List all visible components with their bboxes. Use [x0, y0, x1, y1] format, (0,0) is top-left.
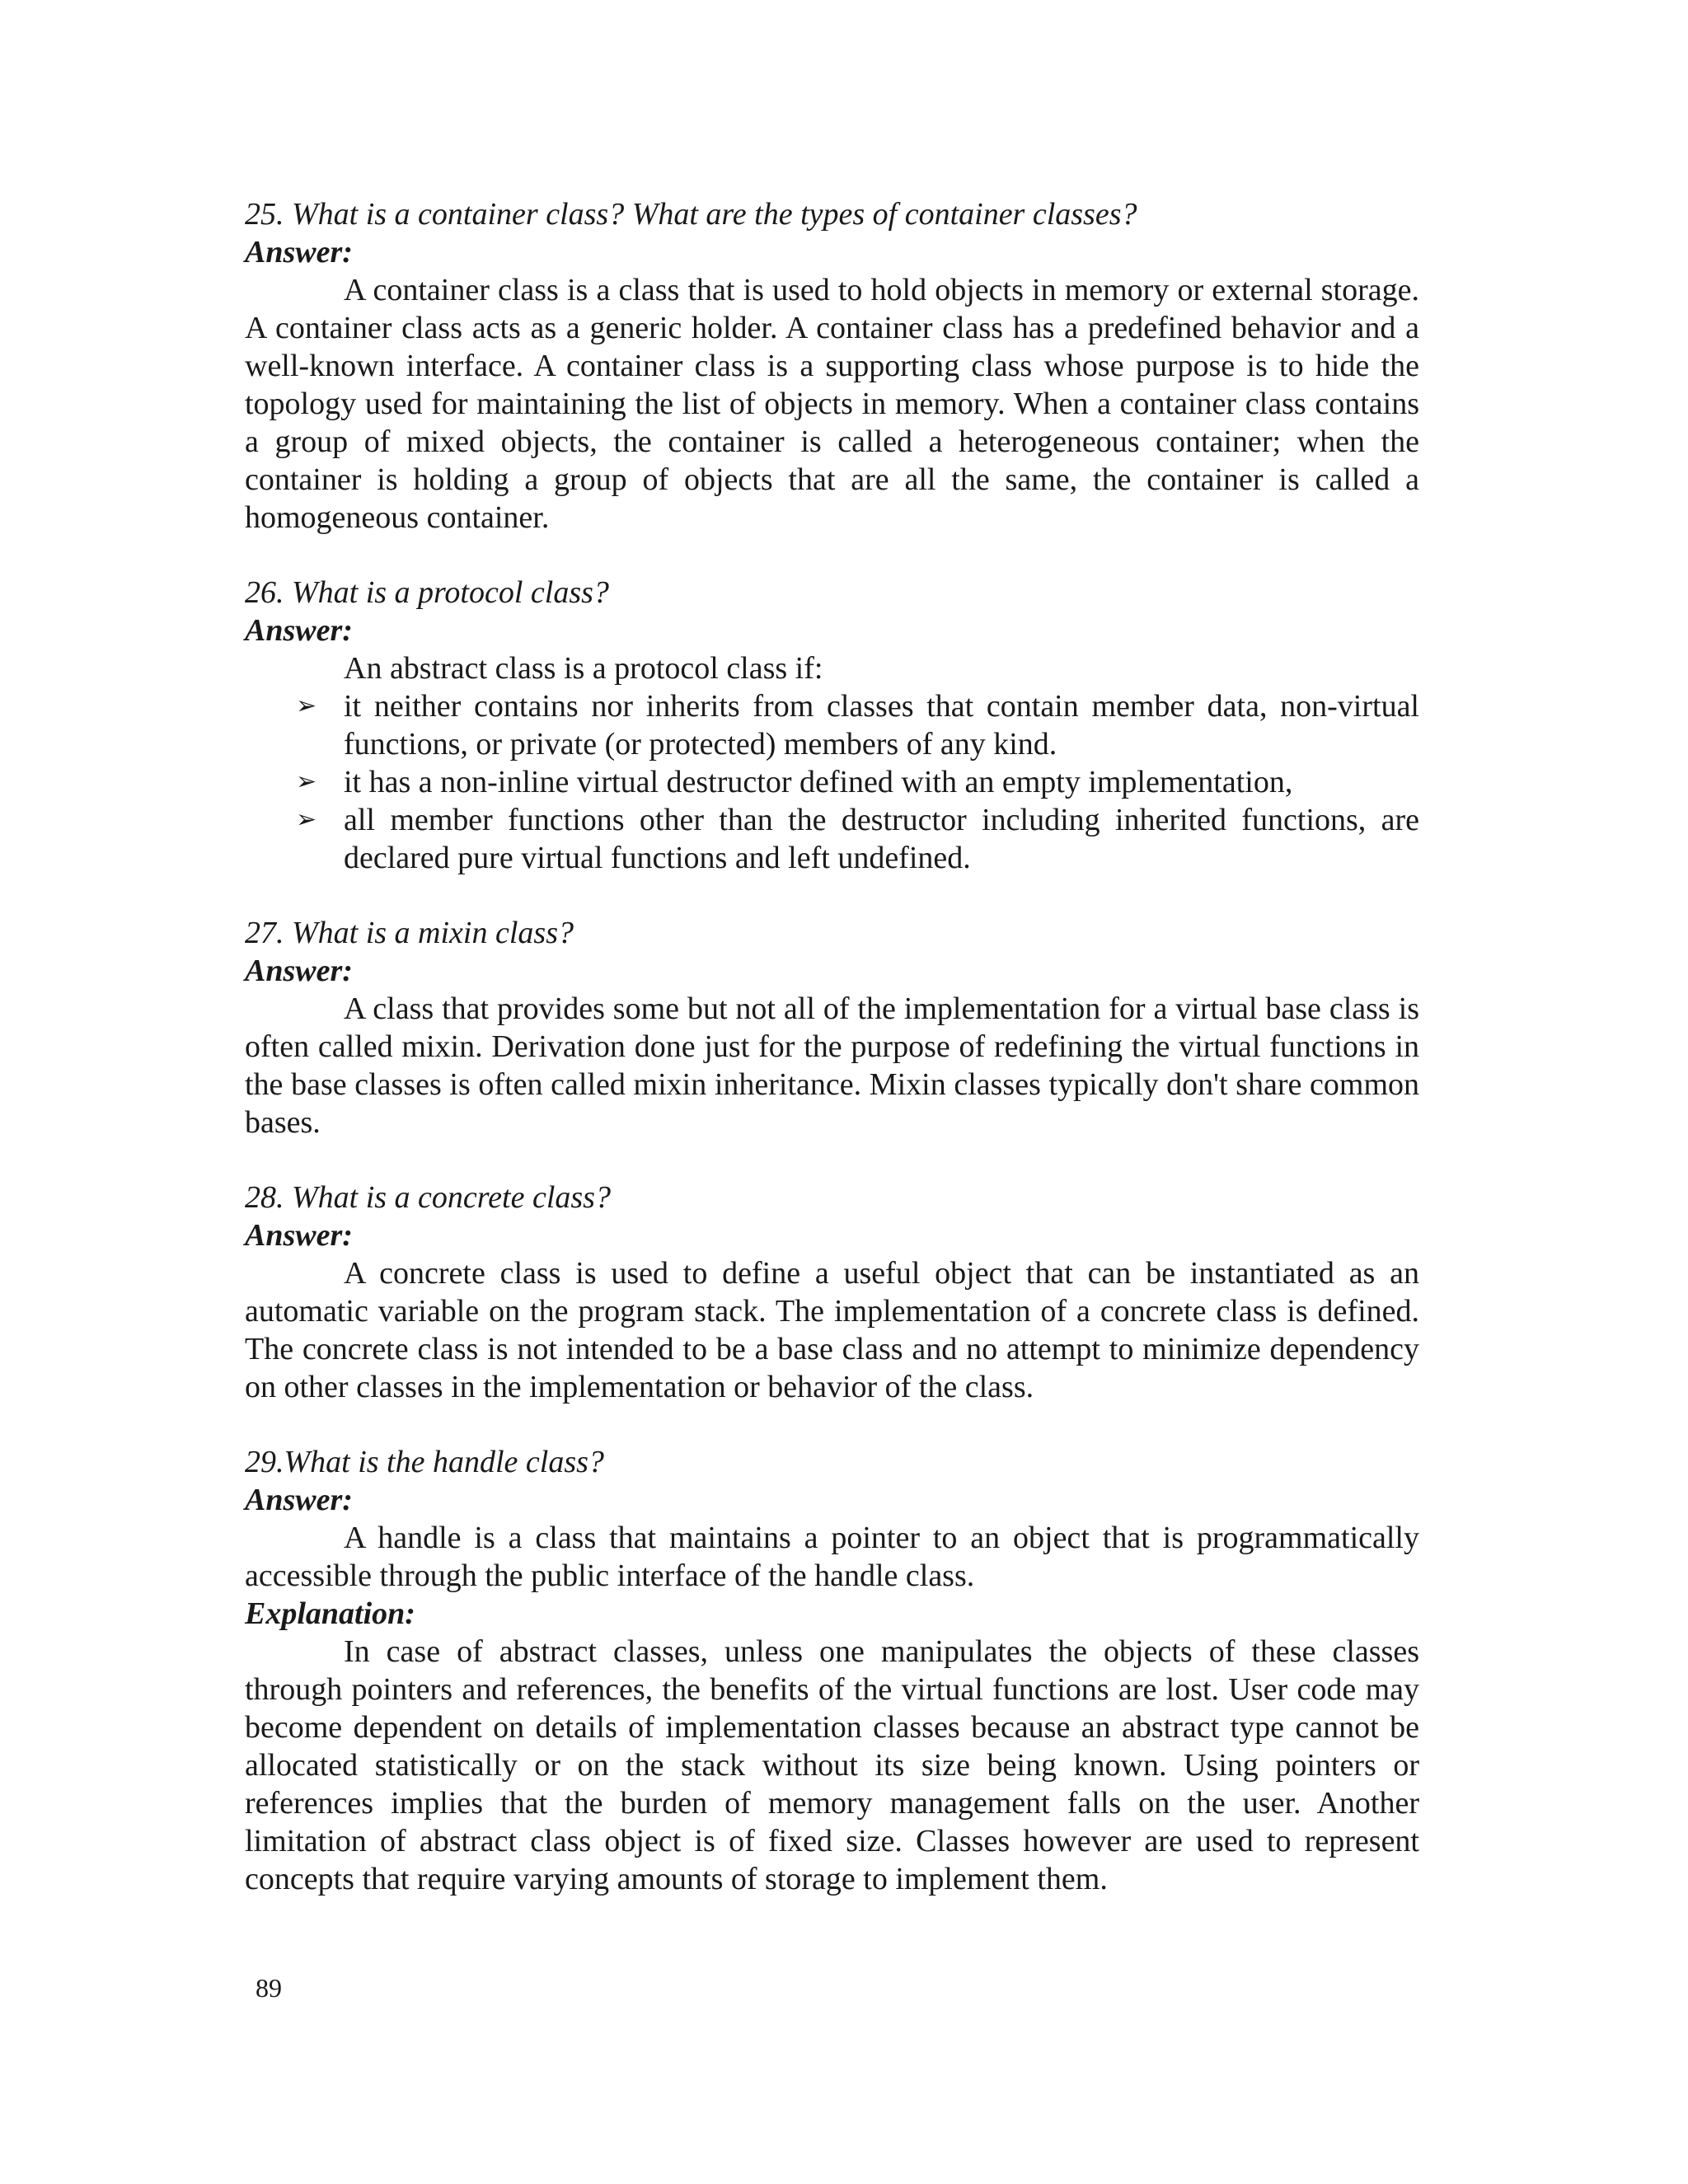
answer-label-28: Answer: [245, 1218, 353, 1253]
answer-text-27: A class that provides some but not all of the implementation for a virtual base class is often called mixin. Derivation done just for the purpose of redefining the virtual functions in the base classes is often called mixin inheritance. Mixin classes typically don't share common bases. [245, 991, 1419, 1140]
question-28: 28. What is a concrete class? [245, 1180, 611, 1215]
answer-text-25: A container class is a class that is used to hold objects in memory or external storage. A container class acts as a generic holder. A container class has a predefined behavior and a well-known interface. A container class is a supporting class whose purpose is to hide the topology used for maintaining the list of objects in memory. When a container class contains a group of mixed objects, the container is called a heterogeneous container; when the container is holding a group of objects that are all the same, the container is called a homogeneous container. [245, 273, 1419, 535]
answer-text-29: A handle is a class that maintains a pointer to an object that is programmatically accessible through the public interface of the handle class. [245, 1521, 1419, 1593]
list-item [245, 687, 1419, 763]
answer-intro-26: An abstract class is a protocol class if: [344, 651, 823, 686]
section-gap [245, 1141, 1419, 1179]
explanation-text-29: In case of abstract classes, unless one manipulates the objects of these classes through pointers and references, the benefits of the virtual functions are lost. User code may become dependent on details of implementation classes because an abstract type cannot be allocated statistically or on the stack without its size being known. Using pointers or references implies that the burden of memory management falls on the user. Another limitation of abstract class object is of fixed size. Classes however are used to represent concepts that require varying amounts of storage to implement them. [245, 1634, 1419, 1896]
section-gap [245, 1406, 1419, 1443]
list-item [245, 763, 1419, 801]
question-29: 29.What is the handle class? [245, 1445, 604, 1479]
answer-label-25: Answer: [245, 235, 353, 269]
answer-text-28: A concrete class is used to define a useful object that can be instantiated as an automatic variable on the program stack. The implementation of a concrete class is defined. The concrete class is not intended to be a base class and no attempt to minimize dependency on other classes in the implementation or behavior of the class. [245, 1256, 1419, 1404]
answer-label-27: Answer: [245, 954, 353, 988]
list-item-text: it neither contains nor inherits from classes that contain member data, non-virtual functions, or private (or protected) members of any kind. [344, 689, 1419, 762]
answer-label-29: Answer: [245, 1483, 353, 1517]
answer-label-26: Answer: [245, 613, 353, 648]
list-item [245, 801, 1419, 877]
question-25: 25. What is a container class? What are the types of container classes? [245, 197, 1137, 232]
arrowhead-bullet-icon: ➢ [296, 691, 317, 720]
section-gap [245, 877, 1419, 914]
section-gap [245, 537, 1419, 574]
protocol-conditions-list [245, 687, 1419, 877]
question-26: 26. What is a protocol class? [245, 575, 609, 610]
explanation-label-29: Explanation: [245, 1596, 415, 1631]
question-27: 27. What is a mixin class? [245, 916, 574, 950]
arrowhead-bullet-icon: ➢ [296, 805, 317, 834]
arrowhead-bullet-icon: ➢ [296, 767, 317, 796]
page-body [245, 195, 1419, 1898]
list-item-text: all member functions other than the destructor including inherited functions, are declared pure virtual functions and left undefined. [344, 803, 1419, 875]
page-number: 89 [256, 1973, 282, 2003]
list-item-text: it has a non-inline virtual destructor defined with an empty implementation, [344, 765, 1293, 799]
